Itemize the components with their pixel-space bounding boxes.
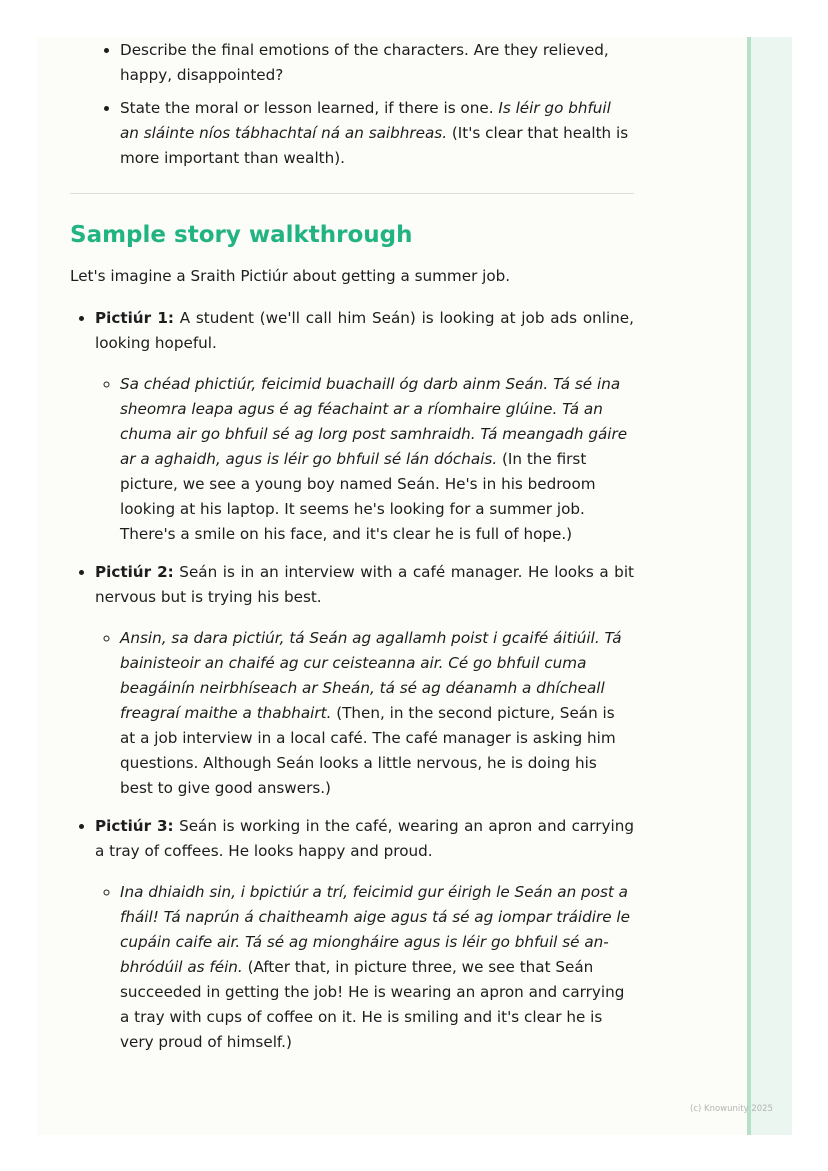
side-stripe <box>747 37 792 1135</box>
picture-summary: • Pictiúr 1: A student (we'll call him Seán) is looking at job ads online, looking hopeful. <box>95 309 634 352</box>
section-heading: Sample story walkthrough <box>70 222 413 248</box>
list-item-final-emotions: • Describe the final emotions of the characters. Are they relieved, happy, disappointed? <box>120 38 634 88</box>
picture-item-3 <box>95 814 634 1055</box>
picture-summary: • Pictiúr 2: Seán is in an interview with a café manager. He looks a bit nervous but is trying his best. <box>95 563 634 606</box>
picture-description <box>120 880 634 1055</box>
picture-label: Pictiúr 3: <box>95 817 174 835</box>
side-accent-line <box>747 37 751 1135</box>
translation-text: (In the first picture, we see a young boy named Seán. He's in his bedroom looking at his laptop. It seems he's looking for a summer job. There's a smile on his face, and it's clear he is full of hope.) <box>120 450 596 543</box>
picture-description-list <box>95 626 634 801</box>
irish-text: Is léir go bhfuil an sláinte níos tábhachtaí ná an saibhreas. <box>120 99 611 142</box>
translation-text: (Then, in the second picture, Seán is at a job interview in a local café. The café manager is asking him questions. Although Seán looks a little nervous, he is doing his best to give good answers.) <box>120 704 616 797</box>
picture-description <box>120 372 634 547</box>
picture-description <box>120 626 634 801</box>
list-item-moral: • State the moral or lesson learned, if there is one. Is léir go bhfuil an sláinte níos tábhachtaí ná an saibhreas. (It's clear that health is more important than wealth). <box>120 96 634 171</box>
picture-description-list <box>95 880 634 1055</box>
irish-text: Sa chéad phictiúr, feicimid buachaill óg darb ainm Seán. Tá sé ina sheomra leapa agus é ag féachaint ar a ríomhaire glúine. Tá an chuma air go bhfuil sé ag lorg post samhraidh. Tá meangadh gáire ar a aghaidh, agus is léir go bhfuil sé lán dóchais. <box>120 375 628 468</box>
picture-label: Pictiúr 1: <box>95 309 174 327</box>
picture-item-2 <box>95 560 634 801</box>
picture-label: Pictiúr 2: <box>95 563 174 581</box>
picture-description-list <box>95 372 634 547</box>
section-intro: Let's imagine a Sraith Pictiúr about getting a summer job. <box>70 267 511 285</box>
picture-item-1 <box>95 306 634 547</box>
copyright-footer: (c) Knowunity 2025 <box>690 1104 773 1114</box>
translation-text: (It's clear that health is more important than wealth). <box>120 124 629 167</box>
translation-text: (After that, in picture three, we see that Seán succeeded in getting the job! He is wearing an apron and carrying a tray with cups of coffee on it. He is smiling and it's clear he is very proud of himself.) <box>120 958 625 1051</box>
section-divider <box>70 193 634 194</box>
emotions-moral-list <box>70 38 634 171</box>
document-content <box>70 38 634 1068</box>
picture-list <box>70 306 634 1055</box>
picture-summary: • Pictiúr 3: Seán is working in the café, wearing an apron and carrying a tray of coffees. He looks happy and proud. <box>95 817 634 860</box>
irish-text: Ansin, sa dara pictiúr, tá Seán ag agallamh poist i gcaifé áitiúil. Tá bainisteoir an chaifé ag cur ceisteanna air. Cé go bhfuil cuma beagáinín neirbhíseach ar Sheán, tá sé ag déanamh a dhícheall freagraí maithe a thabhairt. <box>120 629 622 722</box>
irish-text: Ina dhiaidh sin, i bpictiúr a trí, feicimid gur éirigh le Seán an post a fháil! Tá naprún á chaitheamh aige agus tá sé ag iompar tráidire le cupáin caife air. Tá sé ag miongháire agus is léir go bhfuil sé an-bhródúil as féin. <box>120 883 630 976</box>
